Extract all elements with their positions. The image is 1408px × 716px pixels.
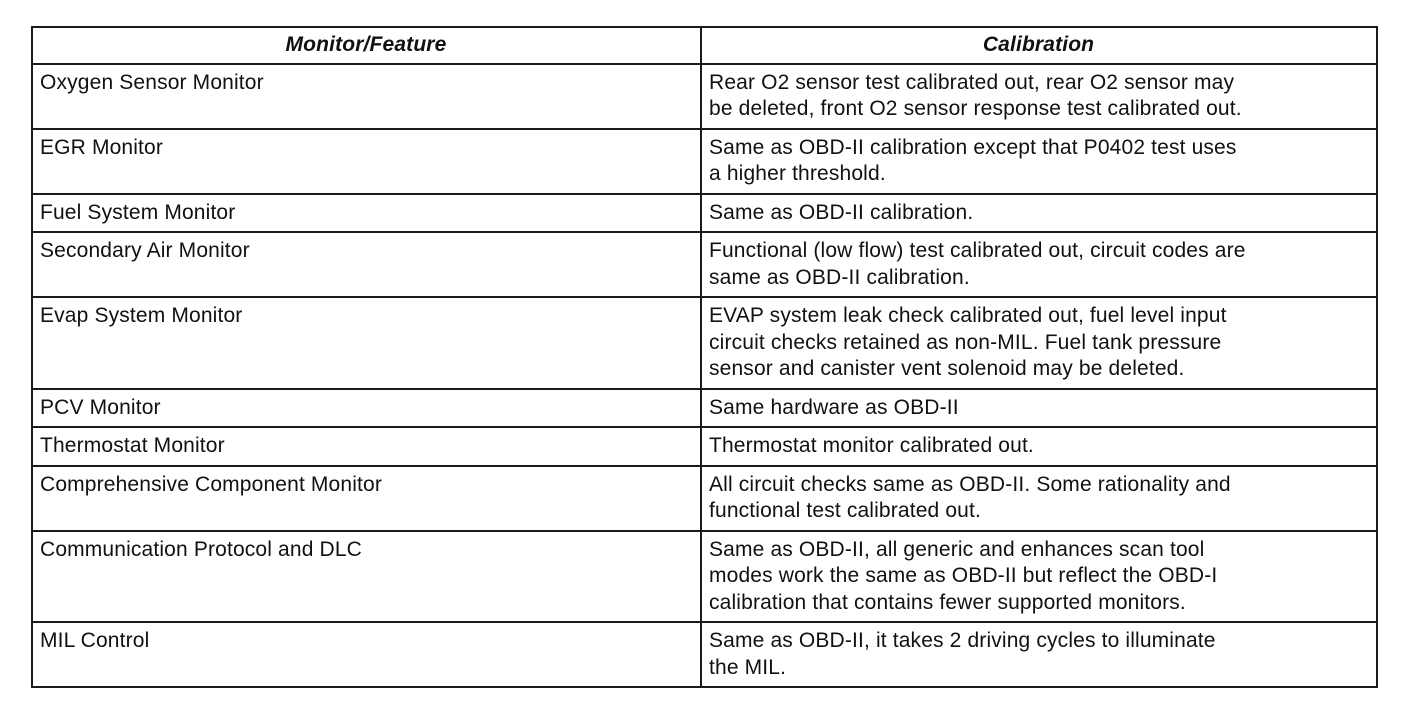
table-row — [32, 129, 1377, 194]
calibration-cell: Same as OBD-II, all generic and enhances scan tool modes work the same as OBD-II but reflect the OBD-I calibration that contains fewer supported monitors. — [701, 531, 1377, 623]
feature-cell: PCV Monitor — [32, 389, 701, 428]
table-body — [32, 64, 1377, 688]
calibration-cell: All circuit checks same as OBD-II. Some rationality and functional test calibrated out. — [701, 466, 1377, 531]
table-row — [32, 531, 1377, 623]
calibration-cell: Rear O2 sensor test calibrated out, rear O2 sensor may be deleted, front O2 sensor response test calibrated out. — [701, 64, 1377, 129]
feature-cell: Communication Protocol and DLC — [32, 531, 701, 623]
calibration-cell: Functional (low flow) test calibrated out, circuit codes are same as OBD-II calibration. — [701, 232, 1377, 297]
feature-cell: Evap System Monitor — [32, 297, 701, 389]
table-row — [32, 232, 1377, 297]
header-row — [32, 27, 1377, 64]
calibration-cell: EVAP system leak check calibrated out, fuel level input circuit checks retained as non-MIL. Fuel tank pressure sensor and canister vent solenoid may be deleted. — [701, 297, 1377, 389]
feature-cell: Fuel System Monitor — [32, 194, 701, 233]
table-row — [32, 389, 1377, 428]
calibration-cell: Same hardware as OBD-II — [701, 389, 1377, 428]
feature-cell: Comprehensive Component Monitor — [32, 466, 701, 531]
calibration-cell: Same as OBD-II, it takes 2 driving cycles to illuminate the MIL. — [701, 622, 1377, 687]
table-row — [32, 466, 1377, 531]
feature-cell: MIL Control — [32, 622, 701, 687]
calibration-cell: Same as OBD-II calibration. — [701, 194, 1377, 233]
feature-cell: Secondary Air Monitor — [32, 232, 701, 297]
calibration-cell: Thermostat monitor calibrated out. — [701, 427, 1377, 466]
table-row — [32, 622, 1377, 687]
feature-cell: EGR Monitor — [32, 129, 701, 194]
header-monitor-feature: Monitor/Feature — [32, 27, 701, 64]
table-row — [32, 194, 1377, 233]
table-row — [32, 297, 1377, 389]
feature-cell: Oxygen Sensor Monitor — [32, 64, 701, 129]
table-header — [32, 27, 1377, 64]
table-row — [32, 64, 1377, 129]
calibration-table — [31, 26, 1378, 688]
feature-cell: Thermostat Monitor — [32, 427, 701, 466]
calibration-cell: Same as OBD-II calibration except that P0402 test uses a higher threshold. — [701, 129, 1377, 194]
header-calibration: Calibration — [701, 27, 1377, 64]
table-row — [32, 427, 1377, 466]
